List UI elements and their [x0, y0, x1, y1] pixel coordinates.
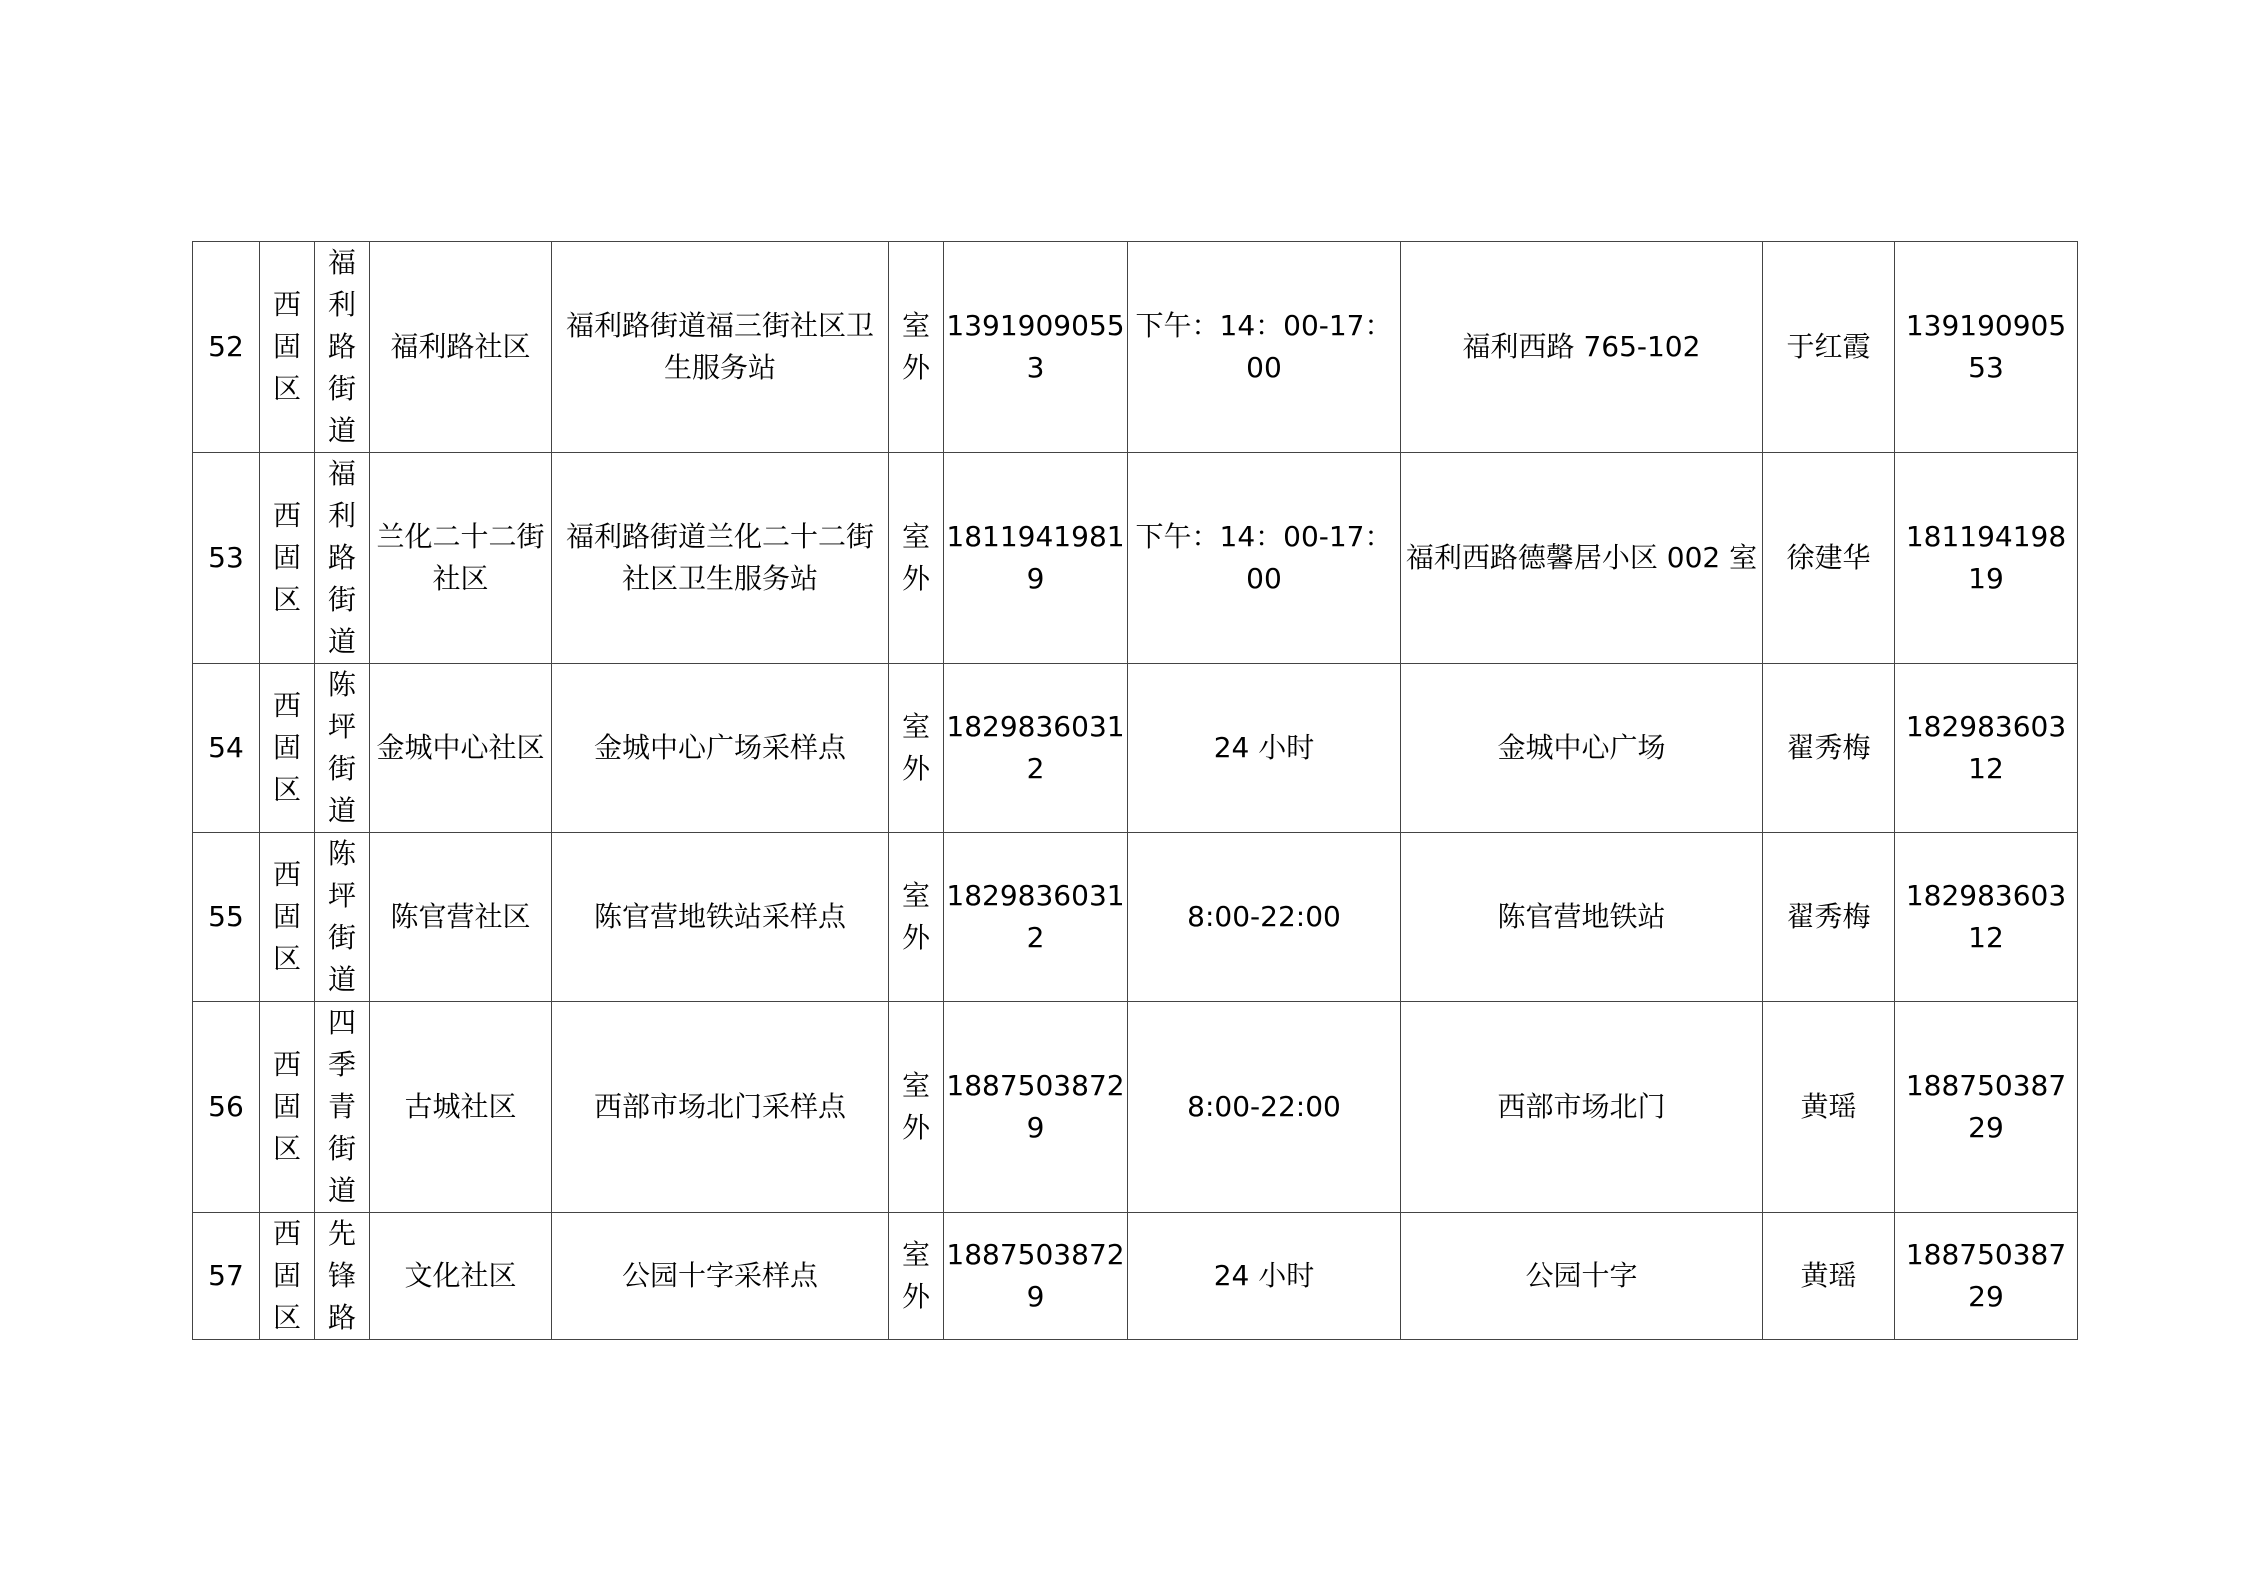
address-cell: 金城中心广场	[1401, 664, 1763, 833]
phone-cell: 18875038729	[944, 1002, 1128, 1213]
contact-phone-cell: 18875038729	[1895, 1002, 2078, 1213]
district-cell: 西固区	[260, 1213, 315, 1340]
hours-cell: 8:00-22:00	[1128, 1002, 1401, 1213]
address-cell: 陈官营地铁站	[1401, 833, 1763, 1002]
sampling-site-cell: 福利路街道福三街社区卫生服务站	[552, 242, 889, 453]
row-number: 53	[193, 453, 260, 664]
hours-cell: 8:00-22:00	[1128, 833, 1401, 1002]
sampling-site-cell: 金城中心广场采样点	[552, 664, 889, 833]
street-cell: 陈坪街道	[315, 664, 370, 833]
row-number: 52	[193, 242, 260, 453]
contact-cell: 翟秀梅	[1763, 664, 1895, 833]
address-cell: 福利西路 765-102	[1401, 242, 1763, 453]
street-cell: 陈坪街道	[315, 833, 370, 1002]
community-cell: 兰化二十二街社区	[370, 453, 552, 664]
community-cell: 文化社区	[370, 1213, 552, 1340]
table-row	[193, 242, 2078, 453]
phone-cell: 13919090553	[944, 242, 1128, 453]
sampling-site-cell: 福利路街道兰化二十二街社区卫生服务站	[552, 453, 889, 664]
street-cell: 四季青街道	[315, 1002, 370, 1213]
street-cell: 先锋路	[315, 1213, 370, 1340]
phone-cell: 18298360312	[944, 664, 1128, 833]
community-cell: 古城社区	[370, 1002, 552, 1213]
location-type-cell: 室外	[889, 1002, 944, 1213]
street-cell: 福利路街道	[315, 242, 370, 453]
table-row	[193, 1002, 2078, 1213]
contact-phone-cell: 18298360312	[1895, 664, 2078, 833]
contact-cell: 黄瑶	[1763, 1002, 1895, 1213]
community-cell: 陈官营社区	[370, 833, 552, 1002]
table-row	[193, 453, 2078, 664]
community-cell: 金城中心社区	[370, 664, 552, 833]
contact-cell: 翟秀梅	[1763, 833, 1895, 1002]
address-cell: 西部市场北门	[1401, 1002, 1763, 1213]
contact-cell: 黄瑶	[1763, 1213, 1895, 1340]
location-type-cell: 室外	[889, 242, 944, 453]
street-cell: 福利路街道	[315, 453, 370, 664]
row-number: 55	[193, 833, 260, 1002]
address-cell: 公园十字	[1401, 1213, 1763, 1340]
contact-cell: 徐建华	[1763, 453, 1895, 664]
phone-cell: 18875038729	[944, 1213, 1128, 1340]
phone-cell: 18119419819	[944, 453, 1128, 664]
contact-cell: 于红霞	[1763, 242, 1895, 453]
table-row	[193, 1213, 2078, 1340]
district-cell: 西固区	[260, 664, 315, 833]
contact-phone-cell: 13919090553	[1895, 242, 2078, 453]
row-number: 56	[193, 1002, 260, 1213]
district-cell: 西固区	[260, 1002, 315, 1213]
location-type-cell: 室外	[889, 833, 944, 1002]
contact-phone-cell: 18875038729	[1895, 1213, 2078, 1340]
sampling-site-cell: 陈官营地铁站采样点	[552, 833, 889, 1002]
table-row	[193, 664, 2078, 833]
hours-cell: 下午：14：00-17：00	[1128, 453, 1401, 664]
location-type-cell: 室外	[889, 664, 944, 833]
contact-phone-cell: 18298360312	[1895, 833, 2078, 1002]
sampling-site-cell: 公园十字采样点	[552, 1213, 889, 1340]
hours-cell: 24 小时	[1128, 664, 1401, 833]
community-cell: 福利路社区	[370, 242, 552, 453]
row-number: 54	[193, 664, 260, 833]
district-cell: 西固区	[260, 242, 315, 453]
table-row	[193, 833, 2078, 1002]
row-number: 57	[193, 1213, 260, 1340]
sampling-sites-table	[192, 241, 2078, 1340]
district-cell: 西固区	[260, 833, 315, 1002]
district-cell: 西固区	[260, 453, 315, 664]
hours-cell: 24 小时	[1128, 1213, 1401, 1340]
phone-cell: 18298360312	[944, 833, 1128, 1002]
location-type-cell: 室外	[889, 1213, 944, 1340]
hours-cell: 下午：14：00-17：00	[1128, 242, 1401, 453]
sampling-site-cell: 西部市场北门采样点	[552, 1002, 889, 1213]
location-type-cell: 室外	[889, 453, 944, 664]
address-cell: 福利西路德馨居小区 002 室	[1401, 453, 1763, 664]
contact-phone-cell: 18119419819	[1895, 453, 2078, 664]
